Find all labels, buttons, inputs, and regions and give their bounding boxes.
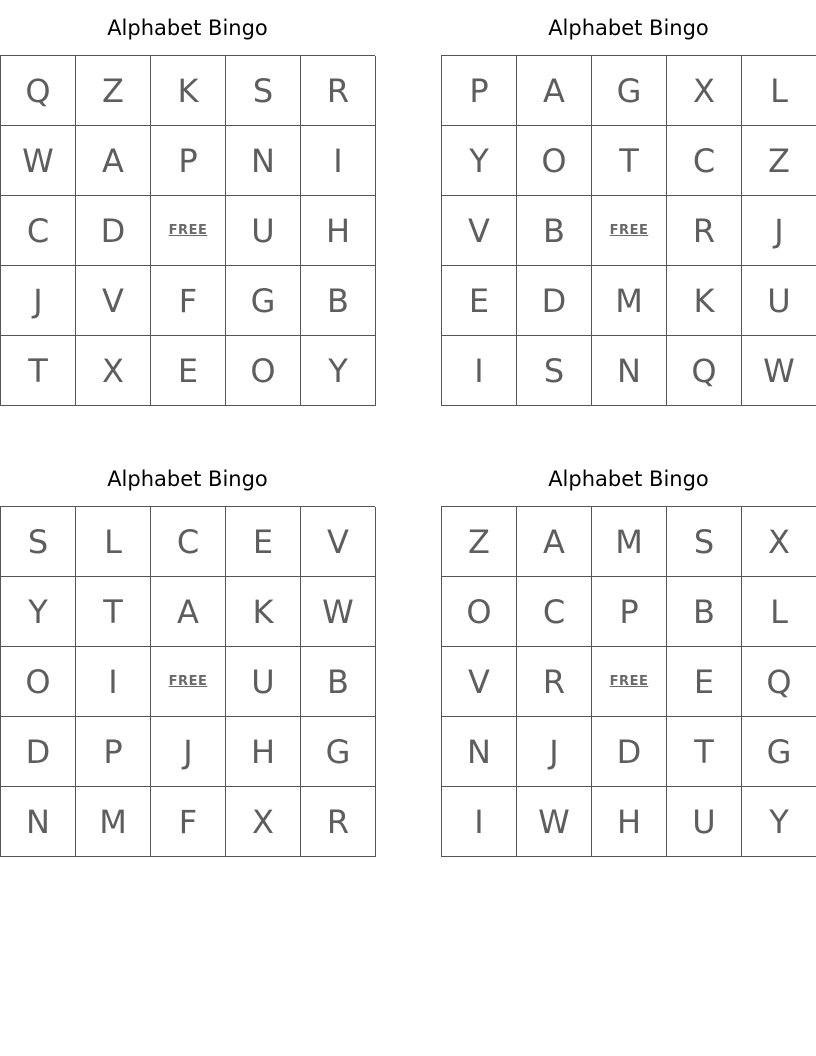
bingo-cell: M xyxy=(592,507,667,577)
bingo-cell: S xyxy=(667,507,742,577)
bingo-cell: W xyxy=(742,336,816,406)
bingo-cell: U xyxy=(742,266,816,336)
bingo-cell: J xyxy=(742,196,816,266)
bingo-cell: O xyxy=(226,336,301,406)
bingo-cell: G xyxy=(301,717,376,787)
bingo-cell: A xyxy=(151,577,226,647)
bingo-cell: M xyxy=(76,787,151,857)
free-space-cell: FREE xyxy=(592,647,667,717)
bingo-grid xyxy=(0,55,375,406)
bingo-cell: S xyxy=(517,336,592,406)
bingo-cell: H xyxy=(592,787,667,857)
bingo-cell: B xyxy=(517,196,592,266)
bingo-cell: U xyxy=(226,647,301,717)
bingo-cell: E xyxy=(151,336,226,406)
bingo-cell: O xyxy=(1,647,76,717)
bingo-cell: Y xyxy=(442,126,517,196)
bingo-cell: Y xyxy=(742,787,816,857)
bingo-cell: C xyxy=(667,126,742,196)
bingo-cell: J xyxy=(517,717,592,787)
bingo-cell: Q xyxy=(742,647,816,717)
bingo-cell: Z xyxy=(442,507,517,577)
bingo-cell: C xyxy=(1,196,76,266)
bingo-cell: Q xyxy=(1,56,76,126)
bingo-cell: P xyxy=(442,56,517,126)
bingo-cell: D xyxy=(1,717,76,787)
bingo-cell: D xyxy=(517,266,592,336)
bingo-cell: C xyxy=(151,507,226,577)
bingo-grid xyxy=(441,55,816,406)
bingo-cell: A xyxy=(76,126,151,196)
bingo-cell: H xyxy=(226,717,301,787)
bingo-cell: X xyxy=(76,336,151,406)
bingo-cell: I xyxy=(301,126,376,196)
bingo-cell: C xyxy=(517,577,592,647)
bingo-cell: Q xyxy=(667,336,742,406)
bingo-cell: W xyxy=(301,577,376,647)
bingo-cell: X xyxy=(667,56,742,126)
bingo-cell: S xyxy=(226,56,301,126)
bingo-cell: L xyxy=(76,507,151,577)
bingo-cell: P xyxy=(151,126,226,196)
bingo-cell: Y xyxy=(301,336,376,406)
bingo-grid xyxy=(441,506,816,857)
bingo-cell: N xyxy=(592,336,667,406)
bingo-cell: R xyxy=(517,647,592,717)
bingo-cell: O xyxy=(517,126,592,196)
bingo-cell: J xyxy=(151,717,226,787)
bingo-cell: Z xyxy=(76,56,151,126)
bingo-cell: B xyxy=(301,266,376,336)
card-title: Alphabet Bingo xyxy=(548,16,709,40)
bingo-cell: T xyxy=(76,577,151,647)
bingo-cell: K xyxy=(151,56,226,126)
bingo-cell: A xyxy=(517,507,592,577)
bingo-cell: Z xyxy=(742,126,816,196)
bingo-cell: J xyxy=(1,266,76,336)
bingo-cell: N xyxy=(1,787,76,857)
bingo-cell: X xyxy=(742,507,816,577)
bingo-cell: R xyxy=(667,196,742,266)
bingo-cell: X xyxy=(226,787,301,857)
bingo-cell: I xyxy=(76,647,151,717)
bingo-cell: A xyxy=(517,56,592,126)
free-space-cell: FREE xyxy=(151,196,226,266)
bingo-cell: L xyxy=(742,56,816,126)
free-space-cell: FREE xyxy=(151,647,226,717)
bingo-cell: V xyxy=(76,266,151,336)
bingo-cell: U xyxy=(667,787,742,857)
bingo-cell: D xyxy=(76,196,151,266)
bingo-cell: E xyxy=(226,507,301,577)
bingo-cell: W xyxy=(1,126,76,196)
bingo-cell: W xyxy=(517,787,592,857)
bingo-cell: R xyxy=(301,56,376,126)
free-space-cell: FREE xyxy=(592,196,667,266)
card-title: Alphabet Bingo xyxy=(107,16,268,40)
bingo-cell: T xyxy=(592,126,667,196)
bingo-cell: Y xyxy=(1,577,76,647)
bingo-cell: I xyxy=(442,787,517,857)
bingo-cell: V xyxy=(442,647,517,717)
bingo-cell: K xyxy=(667,266,742,336)
bingo-cell: R xyxy=(301,787,376,857)
bingo-cell: V xyxy=(442,196,517,266)
bingo-cell: P xyxy=(76,717,151,787)
bingo-cell: P xyxy=(592,577,667,647)
bingo-cell: B xyxy=(301,647,376,717)
bingo-cell: N xyxy=(226,126,301,196)
bingo-cell: E xyxy=(667,647,742,717)
bingo-cell: G xyxy=(742,717,816,787)
bingo-cell: F xyxy=(151,787,226,857)
bingo-cell: G xyxy=(226,266,301,336)
bingo-cell: T xyxy=(667,717,742,787)
bingo-cell: U xyxy=(226,196,301,266)
bingo-cell: N xyxy=(442,717,517,787)
card-title: Alphabet Bingo xyxy=(548,467,709,491)
bingo-cell: G xyxy=(592,56,667,126)
bingo-cell: O xyxy=(442,577,517,647)
bingo-cell: M xyxy=(592,266,667,336)
bingo-cell: E xyxy=(442,266,517,336)
bingo-cell: L xyxy=(742,577,816,647)
bingo-cell: V xyxy=(301,507,376,577)
bingo-cell: I xyxy=(442,336,517,406)
bingo-cell: D xyxy=(592,717,667,787)
bingo-cell: F xyxy=(151,266,226,336)
bingo-cell: K xyxy=(226,577,301,647)
bingo-cell: S xyxy=(1,507,76,577)
card-title: Alphabet Bingo xyxy=(107,467,268,491)
bingo-cell: B xyxy=(667,577,742,647)
bingo-cell: H xyxy=(301,196,376,266)
bingo-cell: T xyxy=(1,336,76,406)
bingo-grid xyxy=(0,506,375,857)
